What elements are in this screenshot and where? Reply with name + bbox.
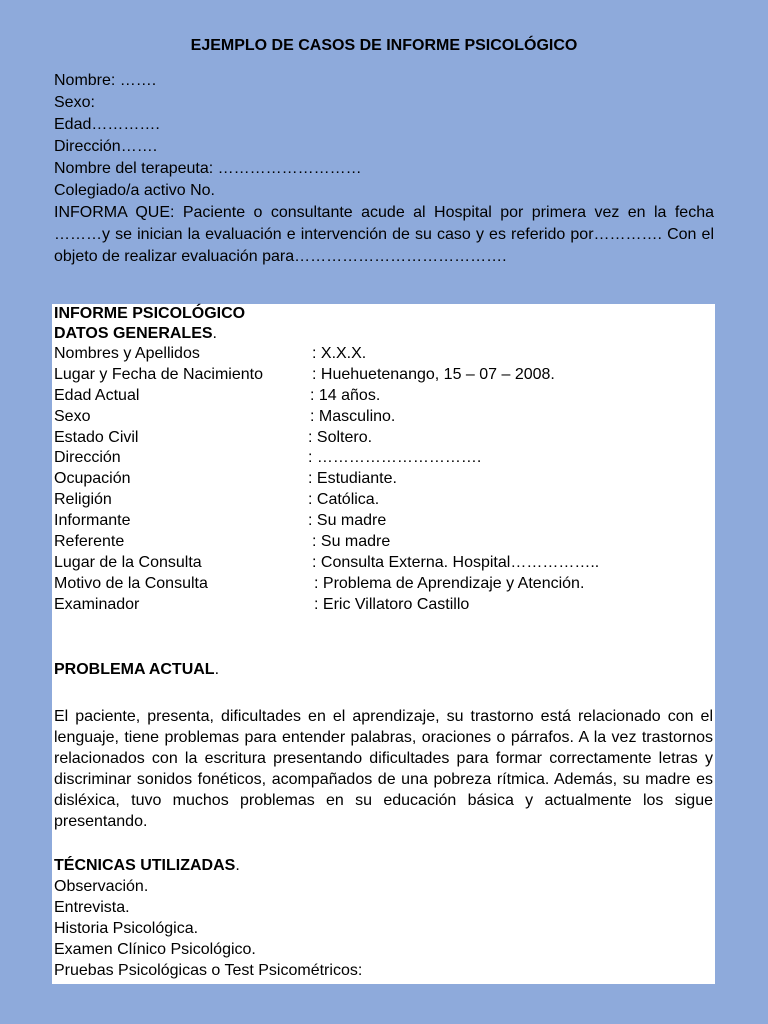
- field-value: : Consulta Externa. Hospital……………..: [312, 553, 600, 571]
- intro-section: [54, 70, 714, 268]
- field-row: [54, 595, 713, 616]
- field-row: [54, 365, 713, 386]
- intro-sex: Sexo:: [54, 94, 95, 111]
- field-value: : Estudiante.: [308, 470, 397, 488]
- field-value: : Masculino.: [310, 407, 396, 425]
- field-value: : Problema de Aprendizaje y Atención.: [314, 574, 585, 592]
- report-panel: [52, 304, 715, 984]
- techniques-heading: [54, 856, 713, 876]
- field-value: : Soltero.: [308, 428, 373, 446]
- intro-paragraph: INFORMA QUE: Paciente o consultante acude al Hospital por primera vez en la fecha ………y se inician la evaluación e intervención de su caso y es referido por…………. Con el objeto de realizar evaluación para………………………………….: [54, 204, 714, 265]
- field-value: : X.X.X.: [312, 345, 367, 362]
- intro-age: Edad………….: [54, 116, 160, 133]
- techniques-title: TÉCNICAS UTILIZADAS: [54, 856, 236, 874]
- field-value: : 14 años.: [310, 386, 381, 404]
- field-label: Informante: [54, 512, 131, 530]
- field-value: : ………………………….: [308, 449, 482, 467]
- list-item: Examen Clínico Psicológico.: [54, 940, 256, 958]
- field-label: Edad Actual: [54, 386, 140, 404]
- field-row: [54, 574, 713, 595]
- field-row: [54, 490, 713, 511]
- problem-title: PROBLEMA ACTUAL: [54, 660, 215, 678]
- field-label: Motivo de la Consulta: [54, 574, 208, 592]
- field-row: [54, 344, 713, 365]
- field-label: Lugar de la Consulta: [54, 553, 202, 571]
- field-row: [54, 532, 713, 553]
- field-label: Religión: [54, 491, 112, 509]
- field-row: [54, 428, 713, 449]
- field-row: [54, 511, 713, 532]
- field-row: [54, 407, 713, 428]
- field-label: Examinador: [54, 595, 140, 613]
- field-label: Nombres y Apellidos: [54, 345, 200, 362]
- report-heading: INFORME PSICOLÓGICO: [54, 305, 246, 322]
- problem-suffix: .: [214, 660, 220, 678]
- techniques-suffix: .: [235, 856, 240, 874]
- field-label: Referente: [54, 533, 125, 551]
- field-label: Ocupación: [54, 470, 131, 488]
- field-row: [54, 553, 713, 574]
- problem-paragraph: El paciente, presenta, dificultades en el aprendizaje, su trastorno está relacionado con el lenguaje, tiene problemas para entender palabras, oraciones o párrafos. A la vez trastornos relacionados con la escritura presentando dificultades para formar correctamente letras y discriminar sonidos fonéticos, acompañados de una pobreza rítmica. Además, su madre es disléxica, tuvo muchos problemas en su educación básica y actualmente los sigue presentando.: [54, 707, 713, 830]
- intro-license: Colegiado/a activo No.: [54, 182, 215, 199]
- list-item: Historia Psicológica.: [54, 919, 199, 937]
- field-value: : Su madre: [312, 533, 391, 551]
- general-data-heading: [54, 324, 713, 344]
- field-label: Lugar y Fecha de Nacimiento: [54, 365, 263, 383]
- list-item: Pruebas Psicológicas o Test Psicométricos:: [54, 961, 363, 979]
- field-row: [54, 469, 713, 490]
- field-value: : Su madre: [308, 512, 387, 530]
- intro-therapist: Nombre del terapeuta: ………………………: [54, 160, 362, 177]
- field-row: [54, 448, 713, 469]
- general-data-suffix: .: [212, 325, 217, 342]
- list-item: Entrevista.: [54, 898, 130, 916]
- techniques-list: [54, 876, 713, 981]
- general-data-fields: [54, 344, 713, 616]
- field-value: : Católica.: [308, 491, 380, 509]
- field-label: Sexo: [54, 407, 91, 425]
- field-label: Dirección: [54, 449, 121, 467]
- field-value: : Eric Villatoro Castillo: [314, 595, 470, 613]
- field-row: [54, 386, 713, 407]
- intro-address: Dirección…….: [54, 138, 158, 155]
- field-label: Estado Civil: [54, 428, 139, 446]
- page-title: EJEMPLO DE CASOS DE INFORME PSICOLÓGICO: [190, 37, 578, 54]
- intro-name: Nombre: …….: [54, 72, 157, 89]
- list-item: Observación.: [54, 877, 149, 895]
- general-data-title: DATOS GENERALES: [54, 325, 213, 342]
- problem-heading: [54, 660, 713, 680]
- field-value: : Huehuetenango, 15 – 07 – 2008.: [312, 365, 555, 383]
